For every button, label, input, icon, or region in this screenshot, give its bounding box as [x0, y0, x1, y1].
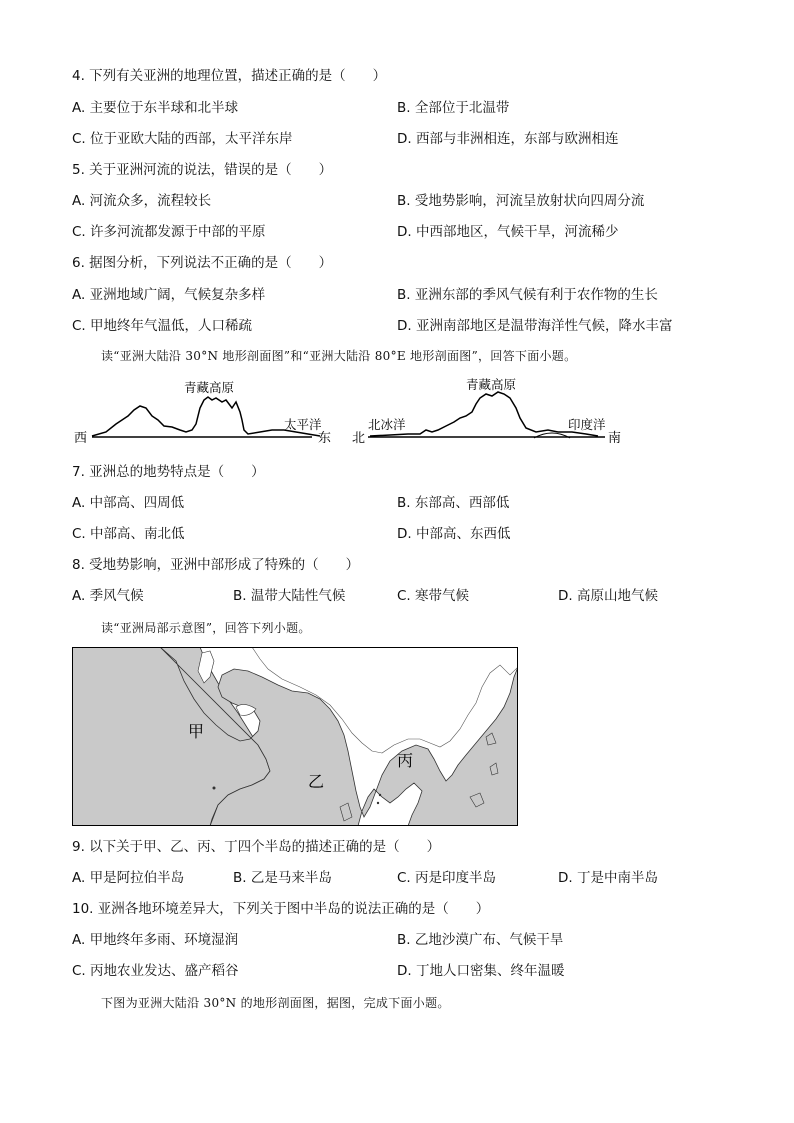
q8-option-a: A. 季风气候	[72, 588, 144, 604]
profile-30n-right-label: 东	[318, 431, 332, 446]
map-intro: 读“亚洲局部示意图”，回答下列小题。	[101, 621, 311, 635]
q4-option-d: D. 西部与非洲相连，东部与欧洲相连	[397, 131, 619, 147]
profile-intro: 读“亚洲大陆沿 30°N 地形剖面图”和“亚洲大陆沿 80°E 地形剖面图”，回答下面小题。	[101, 349, 577, 363]
q7-option-d: D. 中部高、东西低	[397, 526, 511, 542]
q7-stem: 7. 亚洲总的地势特点是（ ）	[72, 464, 265, 480]
profile-80e-ocean-right-label: 印度洋	[568, 417, 606, 432]
profile-80e-ocean-left-label: 北冰洋	[368, 417, 406, 432]
q7-option-b: B. 东部高、西部低	[397, 495, 510, 511]
q10-option-d: D. 丁地人口密集、终年温暖	[397, 963, 565, 979]
q9-option-d: D. 丁是中南半岛	[558, 870, 658, 886]
q10-option-a: A. 甲地终年多雨、环境湿润	[72, 932, 239, 948]
map-label-bing: 丙	[397, 751, 414, 770]
asia-partial-map	[72, 647, 518, 826]
q4-stem: 4. 下列有关亚洲的地理位置，描述正确的是（ ）	[72, 68, 387, 84]
q7-option-a: A. 中部高、四周低	[72, 495, 185, 511]
q5-option-b: B. 受地势影响，河流呈放射状向四周分流	[397, 193, 645, 209]
profile-80e-right-label: 南	[608, 431, 622, 446]
q6-option-a: A. 亚洲地域广阔，气候复杂多样	[72, 287, 266, 303]
profile-30n-left-label: 西	[74, 431, 88, 446]
q8-option-d: D. 高原山地气候	[558, 588, 658, 604]
profile-80e-peak-label: 青藏高原	[466, 377, 517, 392]
q10-option-b: B. 乙地沙漠广布、气候干旱	[397, 932, 564, 948]
map-label-yi: 乙	[308, 772, 325, 791]
q9-option-a: A. 甲是阿拉伯半岛	[72, 870, 185, 886]
profile-80e-left-label: 北	[352, 431, 366, 446]
q8-stem: 8. 受地势影响，亚洲中部形成了特殊的（ ）	[72, 557, 360, 573]
q6-option-d: D. 亚洲南部地区是温带海洋性气候，降水丰富	[397, 318, 673, 334]
final-intro: 下图为亚洲大陆沿 30°N 的地形剖面图，据图，完成下面小题。	[101, 996, 450, 1010]
profile-80e-diagram	[350, 372, 630, 446]
q9-stem: 9. 以下关于甲、乙、丙、丁四个半岛的描述正确的是（ ）	[72, 839, 441, 855]
map-label-jia: 甲	[188, 722, 205, 741]
q4-option-b: B. 全部位于北温带	[397, 100, 510, 116]
q8-option-b: B. 温带大陆性气候	[233, 588, 346, 604]
q4-option-c: C. 位于亚欧大陆的西部，太平洋东岸	[72, 131, 293, 147]
q6-stem: 6. 据图分析，下列说法不正确的是（ ）	[72, 255, 333, 271]
q5-stem: 5. 关于亚洲河流的说法，错误的是（ ）	[72, 162, 333, 178]
q5-option-a: A. 河流众多，流程较长	[72, 193, 212, 209]
q9-option-b: B. 乙是马来半岛	[233, 870, 332, 886]
profile-30n-ocean-label: 太平洋	[284, 417, 322, 432]
q10-option-c: C. 丙地农业发达、盛产稻谷	[72, 963, 239, 979]
q6-option-b: B. 亚洲东部的季风气候有利于农作物的生长	[397, 287, 658, 303]
q8-option-c: C. 寒带气候	[397, 588, 470, 604]
q4-option-a: A. 主要位于东半球和北半球	[72, 100, 239, 116]
profile-30n-diagram	[72, 372, 340, 446]
profile-30n-peak-label: 青藏高原	[184, 380, 235, 395]
q5-option-d: D. 中西部地区，气候干旱，河流稀少	[397, 224, 619, 240]
q10-stem: 10. 亚洲各地环境差异大，下列关于图中半岛的说法正确的是（ ）	[72, 901, 490, 917]
q6-option-c: C. 甲地终年气温低，人口稀疏	[72, 318, 253, 334]
q5-option-c: C. 许多河流都发源于中部的平原	[72, 224, 266, 240]
q7-option-c: C. 中部高、南北低	[72, 526, 185, 542]
q9-option-c: C. 丙是印度半岛	[397, 870, 497, 886]
